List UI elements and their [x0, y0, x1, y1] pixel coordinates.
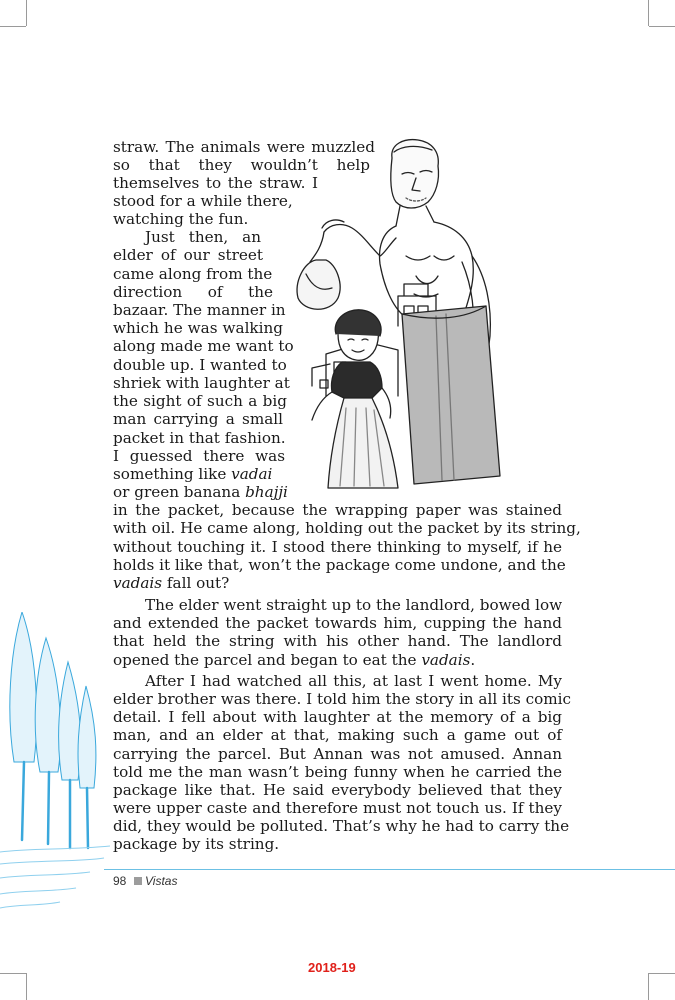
- text-line: package like that. He said everybody believed that they: [113, 781, 562, 799]
- text-line: [113, 574, 229, 592]
- text-line: [113, 483, 288, 501]
- text-line: bazaar. The manner in: [113, 301, 286, 319]
- text-line: man carrying a small: [113, 410, 283, 428]
- crop-mark: [26, 0, 27, 26]
- text-line: Just then, an: [145, 228, 261, 246]
- crop-mark: [26, 973, 27, 1000]
- crop-mark: [0, 26, 26, 27]
- text-line: holds it like that, won’t the package come undone, and the: [113, 556, 566, 574]
- text-line: in the packet, because the wrapping paper was stained: [113, 501, 562, 519]
- text-span: something like: [113, 465, 232, 483]
- italic-word: vadais: [113, 574, 163, 592]
- text-line: [113, 465, 272, 483]
- italic-word: vadai: [231, 465, 273, 483]
- footer-rule: [104, 869, 675, 870]
- page-number: 98: [113, 874, 127, 888]
- text-line: elder brother was there. I told him the story in all its comic: [113, 690, 571, 708]
- square-bullet-icon: [134, 877, 142, 885]
- text-line: [113, 651, 475, 669]
- text-line: direction of the: [113, 283, 273, 301]
- text-span: fall out?: [162, 574, 230, 592]
- text-span: or green banana: [113, 483, 246, 501]
- text-line: which he was walking: [113, 319, 283, 337]
- book-title: Vistas: [145, 874, 178, 888]
- text-line: and extended the packet towards him, cupping the hand: [113, 614, 562, 632]
- text-line: I guessed there was: [113, 447, 285, 465]
- year-label: 2018-19: [308, 960, 356, 975]
- text-line: stood for a while there,: [113, 192, 293, 210]
- text-line: with oil. He came along, holding out the packet by its string,: [113, 519, 581, 537]
- text-line: The elder went straight up to the landlord, bowed low: [145, 596, 563, 614]
- text-span: .: [470, 651, 476, 669]
- text-line: watching the fun.: [113, 210, 249, 228]
- text-line: shriek with laughter at: [113, 374, 290, 392]
- text-line: detail. I fell about with laughter at the memory of a big: [113, 708, 562, 726]
- italic-word: bhajji: [245, 483, 288, 501]
- text-line: were upper caste and therefore must not touch us. If they: [113, 799, 562, 817]
- crop-mark: [648, 973, 649, 1000]
- text-line: elder of our street: [113, 246, 263, 264]
- text-line: package by its string.: [113, 835, 280, 853]
- text-line: the sight of such a big: [113, 392, 287, 410]
- text-line: told me the man wasn’t being funny when he carried the: [113, 763, 562, 781]
- text-line: After I had watched all this, at last I went home. My: [145, 672, 562, 690]
- text-line: themselves to the straw. I: [113, 174, 318, 192]
- text-line: along made me want to: [113, 337, 294, 355]
- text-line: came along from the: [113, 265, 273, 283]
- text-line: packet in that fashion.: [113, 429, 286, 447]
- crop-mark: [649, 973, 675, 974]
- text-line: that held the string with his other hand. The landlord: [113, 632, 562, 650]
- italic-word: vadais: [421, 651, 471, 669]
- text-line: carrying the parcel. But Annan was not amused. Annan: [113, 745, 562, 763]
- illustration: [286, 136, 562, 498]
- text-line: double up. I wanted to: [113, 356, 287, 374]
- tree-decoration: [0, 612, 120, 912]
- text-line: so that they wouldn’t help: [113, 156, 370, 174]
- crop-mark: [648, 0, 649, 26]
- text-line: did, they would be polluted. That’s why he had to carry the: [113, 817, 570, 835]
- crop-mark: [649, 26, 675, 27]
- text-span: opened the parcel and began to eat the: [113, 651, 422, 669]
- text-line: without touching it. I stood there thinking to myself, if he: [113, 538, 562, 556]
- crop-mark: [0, 973, 26, 974]
- text-line: straw. The animals were muzzled: [113, 138, 375, 156]
- text-line: man, and an elder at that, making such a game out of: [113, 726, 562, 744]
